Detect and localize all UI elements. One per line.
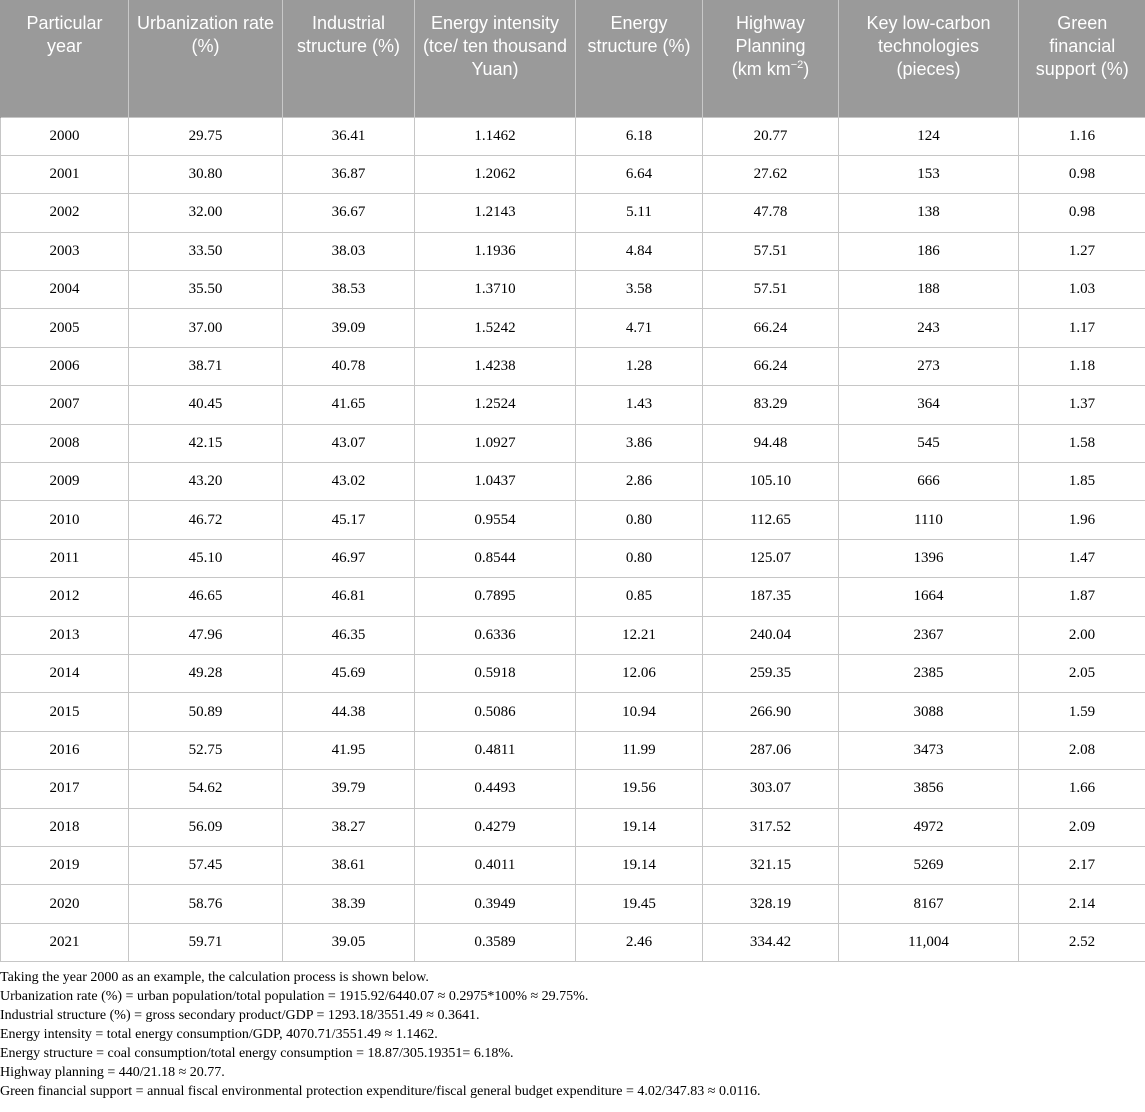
cell-green-financial-support: 0.98 <box>1019 194 1145 232</box>
cell-key-low-carbon-technologies: 1664 <box>839 578 1019 616</box>
table-row <box>1 424 1145 462</box>
cell-green-financial-support: 1.27 <box>1019 232 1145 270</box>
cell-energy-structure: 4.71 <box>576 309 703 347</box>
cell-key-low-carbon-technologies: 666 <box>839 463 1019 501</box>
cell-green-financial-support: 1.66 <box>1019 770 1145 808</box>
table-row <box>1 271 1145 309</box>
cell-highway-planning: 66.24 <box>703 309 839 347</box>
cell-key-low-carbon-technologies: 2385 <box>839 654 1019 692</box>
cell-urbanization-rate: 43.20 <box>129 463 283 501</box>
cell-highway-planning: 47.78 <box>703 194 839 232</box>
cell-energy-intensity: 1.5242 <box>415 309 576 347</box>
cell-year: 2013 <box>1 616 129 654</box>
cell-year: 2006 <box>1 347 129 385</box>
cell-key-low-carbon-technologies: 4972 <box>839 808 1019 846</box>
cell-energy-structure: 2.86 <box>576 463 703 501</box>
cell-green-financial-support: 1.87 <box>1019 578 1145 616</box>
cell-green-financial-support: 1.47 <box>1019 539 1145 577</box>
cell-urbanization-rate: 45.10 <box>129 539 283 577</box>
table-row <box>1 501 1145 539</box>
cell-energy-structure: 0.80 <box>576 501 703 539</box>
cell-year: 2009 <box>1 463 129 501</box>
cell-energy-structure: 10.94 <box>576 693 703 731</box>
cell-industrial-structure: 36.67 <box>283 194 415 232</box>
cell-year: 2003 <box>1 232 129 270</box>
cell-key-low-carbon-technologies: 2367 <box>839 616 1019 654</box>
header-key-low-carbon-technologies: Key low-carbon technologies (pieces) <box>839 0 1019 117</box>
cell-urbanization-rate: 32.00 <box>129 194 283 232</box>
cell-industrial-structure: 39.09 <box>283 309 415 347</box>
cell-industrial-structure: 45.69 <box>283 654 415 692</box>
cell-highway-planning: 94.48 <box>703 424 839 462</box>
cell-key-low-carbon-technologies: 11,004 <box>839 923 1019 961</box>
highway-unit-exponent: −2 <box>790 59 804 71</box>
cell-key-low-carbon-technologies: 8167 <box>839 885 1019 923</box>
table-row <box>1 463 1145 501</box>
cell-highway-planning: 20.77 <box>703 117 839 155</box>
cell-energy-intensity: 1.1936 <box>415 232 576 270</box>
cell-energy-structure: 5.11 <box>576 194 703 232</box>
cell-industrial-structure: 46.81 <box>283 578 415 616</box>
table-row <box>1 309 1145 347</box>
cell-highway-planning: 321.15 <box>703 846 839 884</box>
cell-industrial-structure: 36.41 <box>283 117 415 155</box>
table-row <box>1 117 1145 155</box>
cell-energy-structure: 0.85 <box>576 578 703 616</box>
cell-industrial-structure: 39.79 <box>283 770 415 808</box>
cell-energy-structure: 1.43 <box>576 386 703 424</box>
cell-energy-structure: 6.64 <box>576 155 703 193</box>
cell-year: 2012 <box>1 578 129 616</box>
header-energy-intensity: Energy intensity (tce/ ten thousand Yuan) <box>415 0 576 117</box>
cell-energy-intensity: 1.1462 <box>415 117 576 155</box>
cell-energy-structure: 19.14 <box>576 808 703 846</box>
cell-energy-intensity: 0.3589 <box>415 923 576 961</box>
cell-energy-structure: 6.18 <box>576 117 703 155</box>
cell-energy-intensity: 0.7895 <box>415 578 576 616</box>
cell-green-financial-support: 1.37 <box>1019 386 1145 424</box>
cell-energy-intensity: 1.2062 <box>415 155 576 193</box>
cell-energy-intensity: 0.4279 <box>415 808 576 846</box>
cell-energy-intensity: 0.5918 <box>415 654 576 692</box>
header-energy-structure: Energy structure (%) <box>576 0 703 117</box>
cell-key-low-carbon-technologies: 188 <box>839 271 1019 309</box>
cell-green-financial-support: 1.85 <box>1019 463 1145 501</box>
cell-urbanization-rate: 33.50 <box>129 232 283 270</box>
cell-key-low-carbon-technologies: 1396 <box>839 539 1019 577</box>
cell-industrial-structure: 38.27 <box>283 808 415 846</box>
cell-energy-intensity: 0.8544 <box>415 539 576 577</box>
table-row <box>1 616 1145 654</box>
cell-industrial-structure: 38.03 <box>283 232 415 270</box>
cell-urbanization-rate: 56.09 <box>129 808 283 846</box>
cell-energy-structure: 11.99 <box>576 731 703 769</box>
header-urbanization-rate: Urbanization rate (%) <box>129 0 283 117</box>
cell-energy-structure: 12.21 <box>576 616 703 654</box>
cell-year: 2015 <box>1 693 129 731</box>
footnote-line: Industrial structure (%) = gross secondary product/GDP = 1293.18/3551.49 ≈ 0.3641. <box>0 1008 480 1023</box>
cell-year: 2017 <box>1 770 129 808</box>
cell-energy-structure: 2.46 <box>576 923 703 961</box>
cell-industrial-structure: 43.02 <box>283 463 415 501</box>
cell-green-financial-support: 1.17 <box>1019 309 1145 347</box>
cell-highway-planning: 125.07 <box>703 539 839 577</box>
cell-key-low-carbon-technologies: 273 <box>839 347 1019 385</box>
cell-energy-intensity: 1.2143 <box>415 194 576 232</box>
cell-green-financial-support: 1.58 <box>1019 424 1145 462</box>
cell-energy-intensity: 1.3710 <box>415 271 576 309</box>
cell-green-financial-support: 1.16 <box>1019 117 1145 155</box>
cell-key-low-carbon-technologies: 186 <box>839 232 1019 270</box>
cell-key-low-carbon-technologies: 138 <box>839 194 1019 232</box>
table-row <box>1 232 1145 270</box>
table-row <box>1 347 1145 385</box>
cell-highway-planning: 57.51 <box>703 232 839 270</box>
table-row <box>1 194 1145 232</box>
cell-industrial-structure: 39.05 <box>283 923 415 961</box>
cell-urbanization-rate: 46.72 <box>129 501 283 539</box>
cell-year: 2020 <box>1 885 129 923</box>
cell-energy-intensity: 0.5086 <box>415 693 576 731</box>
cell-urbanization-rate: 57.45 <box>129 846 283 884</box>
cell-energy-structure: 0.80 <box>576 539 703 577</box>
cell-energy-structure: 19.14 <box>576 846 703 884</box>
cell-highway-planning: 259.35 <box>703 654 839 692</box>
cell-green-financial-support: 1.59 <box>1019 693 1145 731</box>
table-row <box>1 846 1145 884</box>
cell-energy-structure: 19.45 <box>576 885 703 923</box>
cell-industrial-structure: 36.87 <box>283 155 415 193</box>
cell-industrial-structure: 38.39 <box>283 885 415 923</box>
table-row <box>1 923 1145 961</box>
table-header <box>1 0 1145 117</box>
cell-energy-structure: 19.56 <box>576 770 703 808</box>
cell-urbanization-rate: 54.62 <box>129 770 283 808</box>
cell-highway-planning: 187.35 <box>703 578 839 616</box>
cell-highway-planning: 27.62 <box>703 155 839 193</box>
cell-key-low-carbon-technologies: 3473 <box>839 731 1019 769</box>
cell-energy-structure: 3.86 <box>576 424 703 462</box>
cell-urbanization-rate: 49.28 <box>129 654 283 692</box>
cell-industrial-structure: 46.97 <box>283 539 415 577</box>
table-body <box>1 117 1145 962</box>
footnote-line: Highway planning = 440/21.18 ≈ 20.77. <box>0 1065 225 1080</box>
cell-year: 2018 <box>1 808 129 846</box>
table-row <box>1 578 1145 616</box>
cell-highway-planning: 66.24 <box>703 347 839 385</box>
cell-key-low-carbon-technologies: 1110 <box>839 501 1019 539</box>
cell-key-low-carbon-technologies: 3088 <box>839 693 1019 731</box>
cell-industrial-structure: 41.95 <box>283 731 415 769</box>
cell-highway-planning: 240.04 <box>703 616 839 654</box>
table-row <box>1 693 1145 731</box>
footnote-line: Energy structure = coal consumption/total energy consumption = 18.87/305.19351= 6.18%. <box>0 1046 514 1061</box>
cell-key-low-carbon-technologies: 5269 <box>839 846 1019 884</box>
cell-industrial-structure: 38.53 <box>283 271 415 309</box>
cell-urbanization-rate: 58.76 <box>129 885 283 923</box>
cell-energy-intensity: 1.4238 <box>415 347 576 385</box>
cell-energy-intensity: 1.0437 <box>415 463 576 501</box>
table-row <box>1 808 1145 846</box>
header-particular-year: Particular year <box>1 0 129 117</box>
header-row <box>1 0 1145 117</box>
cell-green-financial-support: 2.05 <box>1019 654 1145 692</box>
table-footnotes <box>0 968 1145 1101</box>
table-row <box>1 770 1145 808</box>
cell-highway-planning: 83.29 <box>703 386 839 424</box>
cell-industrial-structure: 40.78 <box>283 347 415 385</box>
footnote-line: Urbanization rate (%) = urban population/total population = 1915.92/6440.07 ≈ 0.2975*100% ≈ 29.75%. <box>0 989 589 1004</box>
table-row <box>1 155 1145 193</box>
cell-energy-structure: 3.58 <box>576 271 703 309</box>
cell-highway-planning: 317.52 <box>703 808 839 846</box>
cell-highway-planning: 287.06 <box>703 731 839 769</box>
cell-urbanization-rate: 37.00 <box>129 309 283 347</box>
cell-urbanization-rate: 50.89 <box>129 693 283 731</box>
cell-key-low-carbon-technologies: 545 <box>839 424 1019 462</box>
cell-green-financial-support: 1.96 <box>1019 501 1145 539</box>
cell-urbanization-rate: 35.50 <box>129 271 283 309</box>
cell-key-low-carbon-technologies: 124 <box>839 117 1019 155</box>
cell-key-low-carbon-technologies: 364 <box>839 386 1019 424</box>
cell-industrial-structure: 46.35 <box>283 616 415 654</box>
highway-unit-close: ) <box>803 59 810 79</box>
cell-urbanization-rate: 47.96 <box>129 616 283 654</box>
cell-highway-planning: 266.90 <box>703 693 839 731</box>
cell-energy-intensity: 0.9554 <box>415 501 576 539</box>
cell-key-low-carbon-technologies: 3856 <box>839 770 1019 808</box>
cell-green-financial-support: 2.17 <box>1019 846 1145 884</box>
cell-energy-intensity: 0.4493 <box>415 770 576 808</box>
cell-year: 2011 <box>1 539 129 577</box>
cell-year: 2019 <box>1 846 129 884</box>
cell-highway-planning: 328.19 <box>703 885 839 923</box>
cell-energy-structure: 4.84 <box>576 232 703 270</box>
cell-industrial-structure: 43.07 <box>283 424 415 462</box>
cell-highway-planning: 57.51 <box>703 271 839 309</box>
cell-energy-intensity: 1.2524 <box>415 386 576 424</box>
header-highway-planning <box>703 0 839 117</box>
cell-highway-planning: 112.65 <box>703 501 839 539</box>
cell-urbanization-rate: 42.15 <box>129 424 283 462</box>
cell-highway-planning: 303.07 <box>703 770 839 808</box>
cell-highway-planning: 105.10 <box>703 463 839 501</box>
cell-green-financial-support: 2.09 <box>1019 808 1145 846</box>
cell-year: 2007 <box>1 386 129 424</box>
footnote-line: Energy intensity = total energy consumption/GDP, 4070.71/3551.49 ≈ 1.1462. <box>0 1027 438 1042</box>
cell-green-financial-support: 1.03 <box>1019 271 1145 309</box>
table-row <box>1 885 1145 923</box>
cell-green-financial-support: 2.52 <box>1019 923 1145 961</box>
cell-year: 2000 <box>1 117 129 155</box>
cell-industrial-structure: 38.61 <box>283 846 415 884</box>
cell-year: 2002 <box>1 194 129 232</box>
cell-green-financial-support: 0.98 <box>1019 155 1145 193</box>
cell-energy-intensity: 0.3949 <box>415 885 576 923</box>
table-row <box>1 539 1145 577</box>
table-row <box>1 654 1145 692</box>
cell-year: 2008 <box>1 424 129 462</box>
cell-year: 2016 <box>1 731 129 769</box>
table-row <box>1 731 1145 769</box>
header-industrial-structure: Industrial structure (%) <box>283 0 415 117</box>
cell-year: 2001 <box>1 155 129 193</box>
cell-urbanization-rate: 29.75 <box>129 117 283 155</box>
cell-key-low-carbon-technologies: 153 <box>839 155 1019 193</box>
highway-planning-label: Highway Planning <box>735 13 806 56</box>
cell-energy-intensity: 1.0927 <box>415 424 576 462</box>
cell-green-financial-support: 2.14 <box>1019 885 1145 923</box>
table-row <box>1 386 1145 424</box>
cell-year: 2021 <box>1 923 129 961</box>
cell-urbanization-rate: 38.71 <box>129 347 283 385</box>
cell-green-financial-support: 1.18 <box>1019 347 1145 385</box>
cell-energy-structure: 1.28 <box>576 347 703 385</box>
footnote-line: Taking the year 2000 as an example, the calculation process is shown below. <box>0 970 429 985</box>
cell-industrial-structure: 44.38 <box>283 693 415 731</box>
footnote-line: Green financial support = annual fiscal environmental protection expenditure/fiscal general budget expenditure = 4.02/347.83 ≈ 0.0116. <box>0 1084 761 1099</box>
cell-energy-intensity: 0.4011 <box>415 846 576 884</box>
cell-year: 2010 <box>1 501 129 539</box>
cell-urbanization-rate: 40.45 <box>129 386 283 424</box>
cell-energy-structure: 12.06 <box>576 654 703 692</box>
cell-year: 2004 <box>1 271 129 309</box>
cell-urbanization-rate: 52.75 <box>129 731 283 769</box>
cell-energy-intensity: 0.4811 <box>415 731 576 769</box>
cell-key-low-carbon-technologies: 243 <box>839 309 1019 347</box>
cell-industrial-structure: 45.17 <box>283 501 415 539</box>
cell-year: 2014 <box>1 654 129 692</box>
cell-urbanization-rate: 59.71 <box>129 923 283 961</box>
cell-industrial-structure: 41.65 <box>283 386 415 424</box>
cell-urbanization-rate: 46.65 <box>129 578 283 616</box>
cell-energy-intensity: 0.6336 <box>415 616 576 654</box>
cell-highway-planning: 334.42 <box>703 923 839 961</box>
cell-year: 2005 <box>1 309 129 347</box>
cell-urbanization-rate: 30.80 <box>129 155 283 193</box>
cell-green-financial-support: 2.00 <box>1019 616 1145 654</box>
cell-green-financial-support: 2.08 <box>1019 731 1145 769</box>
highway-unit: (km km <box>731 59 791 79</box>
header-green-financial-support: Green financial support (%) <box>1019 0 1145 117</box>
